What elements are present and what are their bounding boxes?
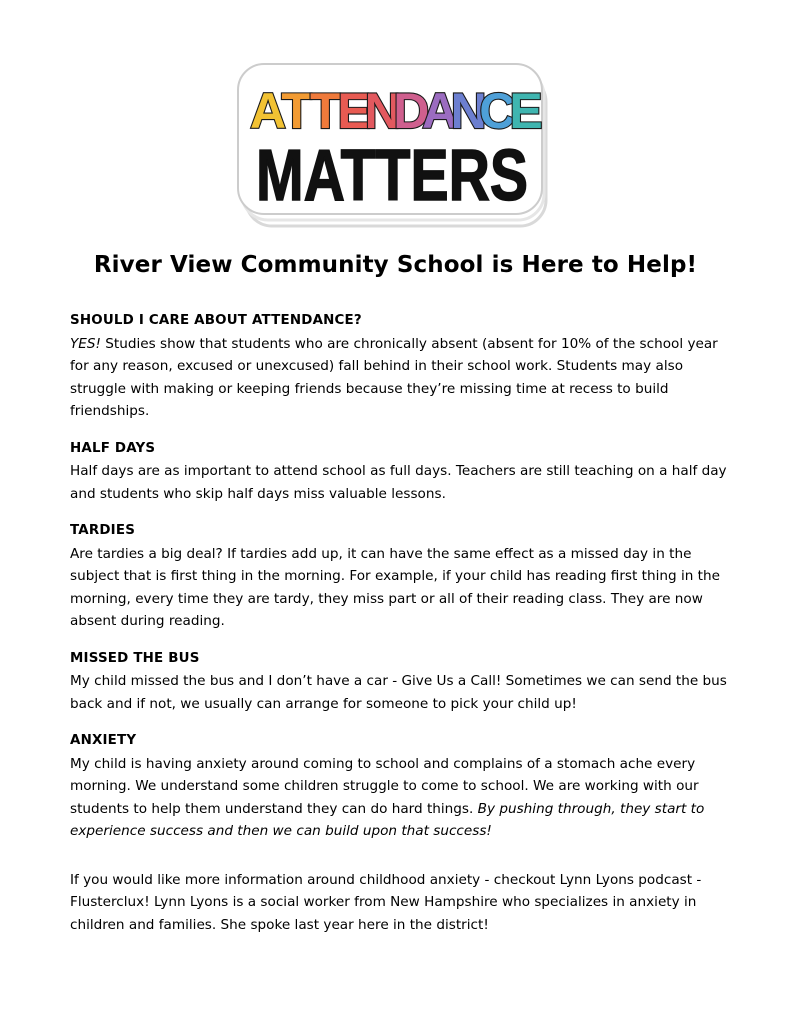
section-heading: MISSED THE BUS	[70, 650, 200, 666]
logo-line1-letters	[250, 83, 543, 139]
section-body	[70, 333, 735, 423]
logo-letter: E	[337, 83, 371, 139]
closing-paragraph: If you would like more information around childhood anxiety - checkout Lynn Lyons podcast - Flusterclux! Lynn Lyons is a social worker from New Hampshire who specializes in anxiety in children and families. She spoke last year here in the district!	[70, 871, 702, 933]
document-body	[70, 310, 735, 950]
section-body-text: My child missed the bus and I don’t have a car - Give Us a Call! Sometimes we can send the bus back and if not, we usually can arrange for someone to pick your child up!	[70, 673, 727, 712]
logo-letter: A	[249, 83, 287, 139]
logo-graphic	[236, 62, 554, 232]
section-tail-italic: By pushing through, they start to experience success and then we can build upon that success!	[70, 800, 705, 839]
section-body-text: Are tardies a big deal? If tardies add up, it can have the same effect as a missed day in the subject that is first thing in the morning. For example, if your child has reading first thing in the morning, every time they are tardy, they miss part or all of their reading class. They are now absent during reading.	[70, 545, 720, 629]
logo-letter: N	[364, 83, 401, 139]
logo-letter: D	[393, 83, 430, 139]
section-heading: TARDIES	[70, 523, 136, 538]
section-half-days	[70, 438, 735, 506]
section-lead-italic: YES!	[70, 335, 101, 352]
logo-letter: C	[479, 83, 516, 139]
section-heading: HALF DAYS	[70, 440, 156, 456]
logo-letter: T	[310, 83, 341, 139]
section-care-attendance	[70, 310, 735, 423]
logo-letter: E	[509, 83, 543, 139]
logo-line2: MATTERS	[256, 136, 528, 216]
logo-letter: T	[281, 83, 312, 139]
logo-letter: N	[450, 83, 487, 139]
section-missed-bus	[70, 648, 735, 716]
section-heading: ANXIETY	[70, 733, 137, 748]
section-tardies	[70, 520, 735, 633]
section-body-text: Half days are as important to attend school as full days. Teachers are still teaching on a half day and students who skip half days miss valuable lessons.	[70, 463, 727, 502]
logo-letter: A	[421, 83, 459, 139]
section-anxiety	[70, 730, 735, 843]
section-heading: SHOULD I CARE ABOUT ATTENDANCE?	[70, 313, 362, 328]
section-body	[70, 753, 735, 843]
page-title: River View Community School is Here to Help!	[93, 252, 698, 278]
attendance-matters-logo	[236, 62, 554, 232]
section-body-text: My child is having anxiety around coming to school and complains of a stomach ache every morning. We understand some children struggle to come to school. We are working with our students to help them understand they can do hard things.	[70, 755, 699, 817]
section-body-text: Studies show that students who are chronically absent (absent for 10% of the school year for any reason, excused or unexcused) fall behind in their school work. Students may also struggle with making or keeping friends because they’re missing time at recess to build friendships.	[70, 335, 718, 419]
